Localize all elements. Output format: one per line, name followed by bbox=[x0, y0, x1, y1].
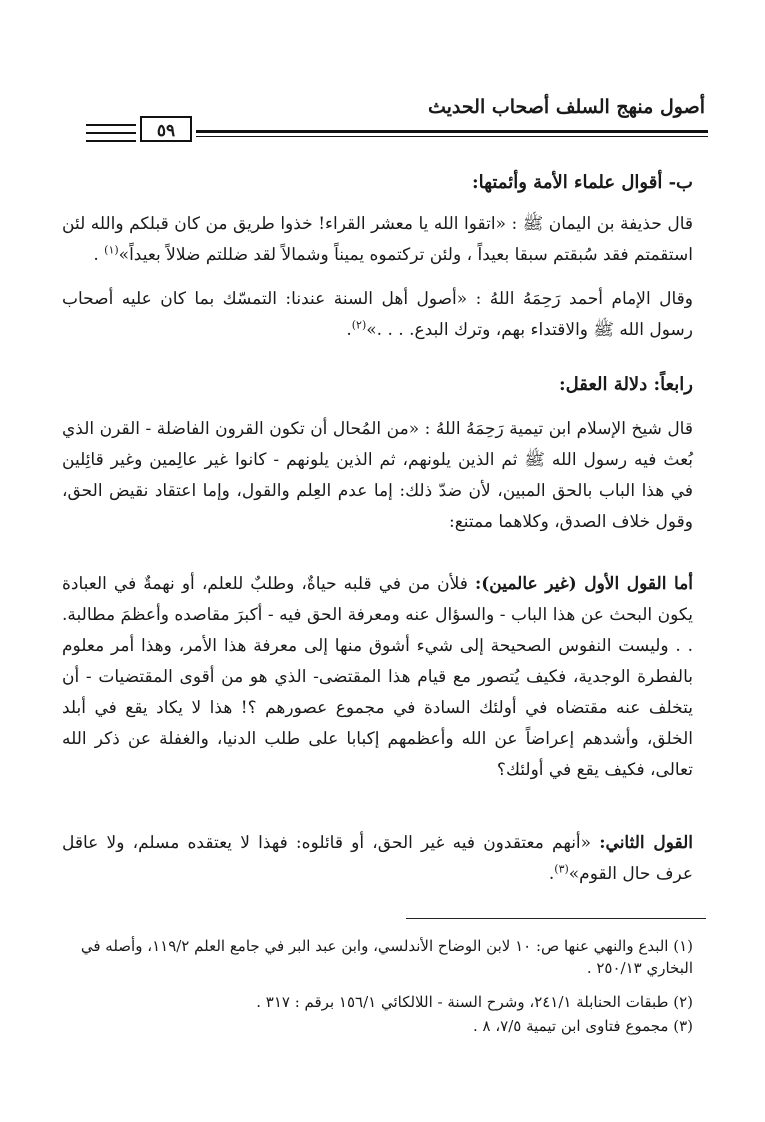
header-ornament-bar bbox=[86, 124, 136, 126]
header-rule-thin bbox=[196, 136, 708, 137]
section-heading-4: رابعاً: دلالة العقل: bbox=[558, 374, 693, 395]
paragraph-end: . bbox=[93, 245, 105, 265]
paragraph-text: وقال الإمام أحمد رَحِمَهُ اللهُ : «أصول أهل السنة عندنا: التمسّك بما كان عليه أصحاب رسول الله ﷺ والاقتداء بهم، وترك البدع. . . .» bbox=[62, 289, 693, 340]
header-ornament-bar bbox=[86, 140, 136, 142]
footnote-separator bbox=[406, 918, 706, 919]
footnote-1: (١) البدع والنهي عنها ص: ١٠ لابن الوضاح الأندلسي، وابن عبد البر في جامع العلم ١١٩/٢، وأصله في البخاري ٢٥٠/١٣ . bbox=[80, 937, 693, 977]
footnote-ref[interactable]: (٢) bbox=[351, 318, 367, 332]
footnote-3: (٣) مجموع فتاوى ابن تيمية ٧/٥، ٨ . bbox=[472, 1017, 693, 1035]
header-ornament-bar bbox=[86, 132, 136, 134]
running-title: أصول منهج السلف أصحاب الحديث bbox=[427, 96, 705, 118]
paragraph-lead: القول الثاني: bbox=[599, 833, 693, 853]
section-heading-b: ب- أقوال علماء الأمة وأئمتها: bbox=[471, 172, 693, 193]
paragraph-ahmad bbox=[62, 284, 693, 346]
paragraph-text: فلأن من في قلبه حياةٌ، وطلبٌ للعلم، أو نهمةٌ في العبادة يكون البحث عن هذا الباب - والسؤال عنه ومعرفة الحق فيه - أكبرَ مقاصده وأعظمَ مطالبة. . . وليست النفوس الصحيحة إلى شيء أشوق منها إلى معرفة هذا الأمر، وهذا أمر معلوم بالفطرة الوجدية، فكيف يُتصور مع قيام هذا المقتضى- الذي هو من أقوى المقتضيات - أن يتخلف عنه مقتضاه في أولئك السادة في مجموع عصورهم ؟! هذا لا يكاد يقع في أبلد الخلق، وأشدهم إعراضاً عن الله وأعظمهم إكبابا على طلب الدنيا، والغفلة عن ذكر الله تعالى، فكيف يقع في أولئك؟ bbox=[62, 574, 693, 780]
footnote-ref[interactable]: (٣) bbox=[554, 862, 569, 876]
paragraph-second-view bbox=[62, 828, 693, 890]
page-number: ٥٩ bbox=[140, 116, 192, 142]
paragraph-text: «أنهم معتقدون فيه غير الحق، أو قائلوه: فهذا لا يعتقده مسلم، ولا عاقل عرف حال القوم» bbox=[62, 833, 693, 884]
paragraph-end: . bbox=[346, 320, 352, 340]
paragraph-text: قال حذيفة بن اليمان ﷺ : «اتقوا الله يا معشر القراء! خذوا طريق من كان قبلكم والله لئن استقمتم فقد سُبقتم سبقا بعيداً ، ولئن تركتموه يميناً وشمالاً لقد ضللتم ضلالاً بعيداً» bbox=[62, 214, 693, 265]
header-rule bbox=[196, 130, 708, 133]
paragraph-first-view bbox=[62, 569, 693, 786]
paragraph-ibn-taymiyya: قال شيخ الإسلام ابن تيمية رَحِمَهُ اللهُ : «من المُحال أن تكون القرون الفاضلة - القرن الذي بُعث فيه رسول الله ﷺ ثم الذين يلونهم، ثم الذين يلونهم - كانوا غير عالِمين وغير قائِلين في هذا الباب بالحق المبين، لأن ضدّ ذلك: إما عدم العِلم والقول، وإما اعتقاد نقيض الحق، وقول خلاف الصدق، وكلاهما ممتنع: bbox=[62, 419, 693, 532]
footnote-2: (٢) طبقات الحنابلة ٢٤١/١، وشرح السنة - اللالكائي ١٥٦/١ برقم : ٣١٧ . bbox=[256, 993, 693, 1011]
paragraph-end: . bbox=[548, 864, 555, 884]
paragraph-hudhayfa bbox=[62, 209, 693, 271]
paragraph-lead: أما القول الأول (غير عالمين): bbox=[474, 574, 693, 594]
footnote-ref[interactable]: (١) bbox=[104, 243, 119, 257]
